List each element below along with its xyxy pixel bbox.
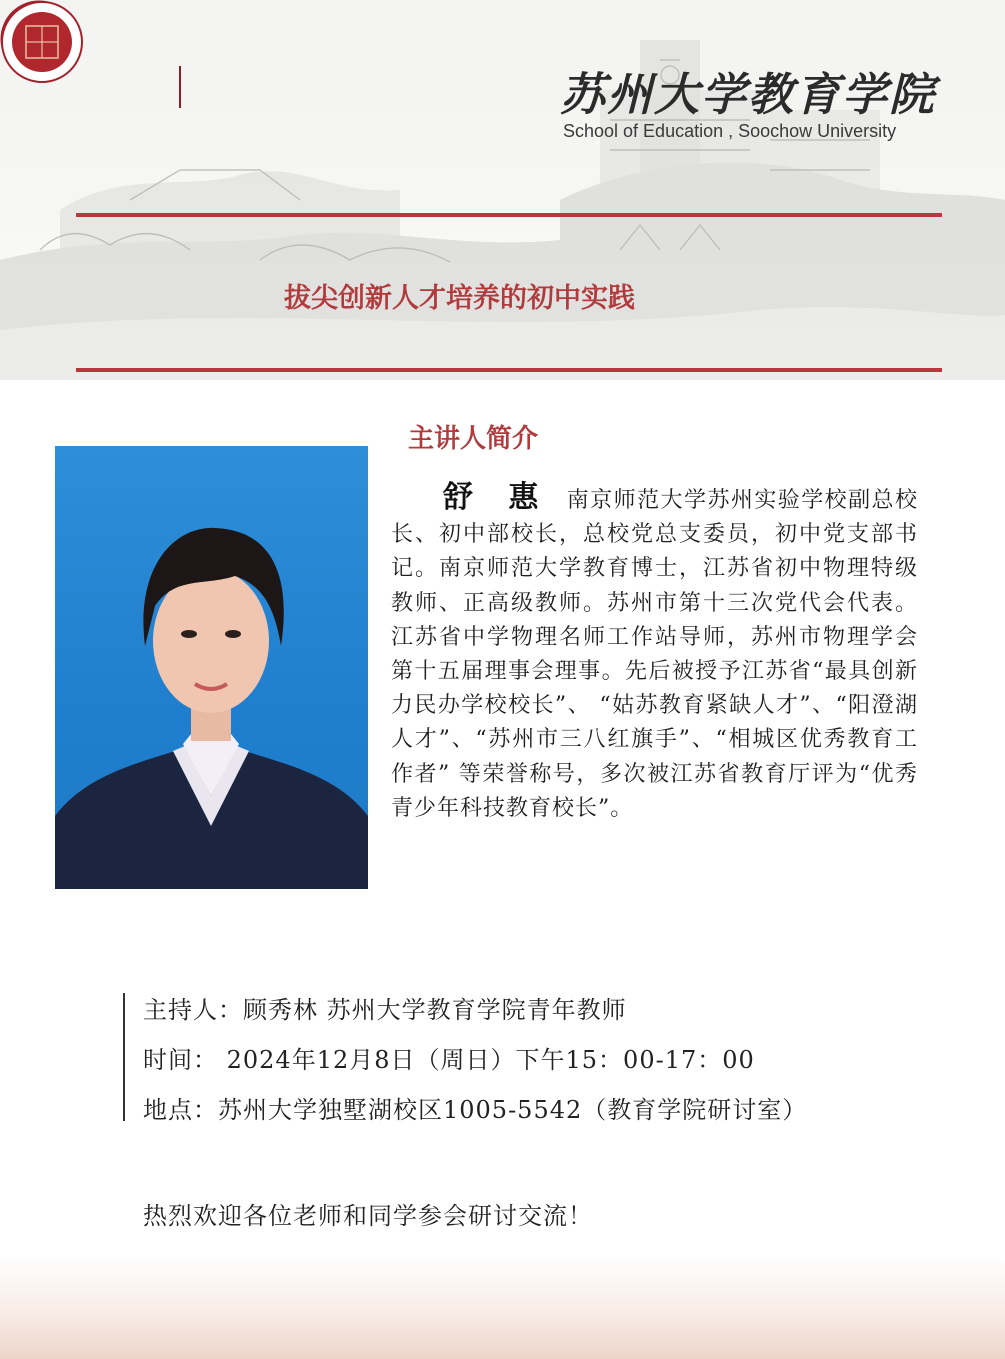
info-accent-bar — [123, 993, 125, 1121]
bottom-divider — [76, 368, 942, 372]
header-banner — [0, 0, 1005, 380]
speaker-portrait-illustration — [55, 446, 368, 889]
footer-gradient — [0, 1255, 1005, 1359]
speaker-bio — [391, 481, 918, 826]
top-divider — [76, 213, 942, 217]
time-line: 时间： 2024年12月8日（周日）下午15：00-17：00 — [143, 1046, 755, 1074]
campus-sketch-illustration — [0, 0, 1005, 380]
speaker-name: 舒 惠 — [443, 480, 551, 515]
speaker-bio-text: 南京师范大学苏州实验学校副总校长、初中部校长，总校党总支委员，初中党支部书记。南京师范大学教育博士，江苏省初中物理特级教师、正高级教师。苏州市第十三次党代会代表。江苏省中学物理名师工作站导师，苏州市物理学会第十五届理事会理事。先后被授予江苏省“最具创新力民办学校校长”、 “姑苏教育紧缺人才”、“阳澄湖人才”、“苏州市三八红旗手”、“相城区优秀教育工作者” 等荣誉称号，多次被江苏省教育厅评为“优秀青少年科技教育校长”。 — [391, 488, 918, 821]
lecture-title: 拔尖创新人才培养的初中实践 — [284, 283, 635, 314]
school-of-education-logo — [0, 0, 84, 84]
host-line: 主持人：顾秀林 苏州大学教育学院青年教师 — [143, 996, 627, 1024]
welcome-message: 热烈欢迎各位老师和同学参会研讨交流！ — [143, 1202, 593, 1230]
speaker-intro-heading: 主讲人简介 — [408, 424, 539, 454]
speaker-photo — [55, 446, 368, 889]
school-name-english: School of Education , Soochow University — [563, 121, 897, 141]
logo-divider — [179, 66, 181, 108]
location-line: 地点：苏州大学独墅湖校区1005-5542（教育学院研讨室） — [143, 1096, 808, 1124]
school-name-chinese: 苏州大学教育学院 — [560, 68, 937, 121]
